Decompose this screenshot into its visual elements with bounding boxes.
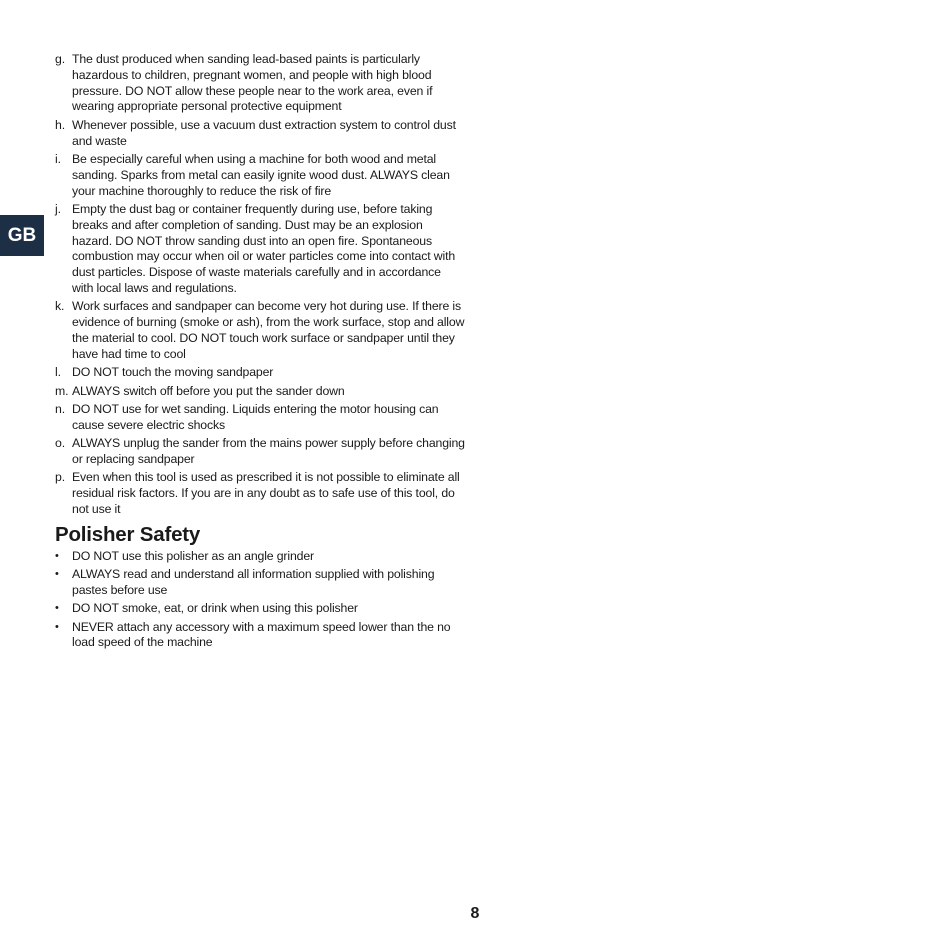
- list-item-marker: l.: [55, 365, 61, 380]
- bullet-marker: •: [55, 568, 59, 581]
- bullet-item: [55, 601, 465, 617]
- list-item-marker: k.: [55, 299, 65, 314]
- list-item: [55, 202, 465, 297]
- list-item-text: Even when this tool is used as prescribed it is not possible to eliminate all residual risk factors. If you are in any doubt as to safe use of this tool, do not use it: [72, 470, 460, 516]
- list-item: [55, 402, 465, 434]
- list-item-marker: j.: [55, 201, 61, 216]
- list-item-marker: g.: [55, 52, 65, 66]
- bullet-item: [55, 567, 465, 599]
- list-item: [55, 118, 465, 150]
- list-item: [55, 365, 465, 381]
- bullet-item-text: ALWAYS read and understand all information supplied with polishing pastes before use: [72, 567, 435, 597]
- bullet-marker: •: [55, 620, 59, 633]
- list-item-marker: h.: [55, 117, 65, 132]
- sanding-safety-list: [55, 52, 465, 518]
- list-item-text: Work surfaces and sandpaper can become very hot during use. If there is evidence of burning (smoke or ash), from the work surface, stop and allow the material to cool. DO NOT touch work surface or sandpaper until they have had time to cool: [72, 299, 465, 361]
- page-content: [55, 52, 465, 654]
- language-tab-gb: [0, 215, 44, 256]
- language-tab-label: GB: [7, 224, 37, 246]
- polisher-safety-list: [55, 549, 465, 652]
- bullet-marker: •: [55, 549, 59, 562]
- list-item-marker: o.: [55, 436, 65, 451]
- list-item-marker: m.: [55, 383, 69, 398]
- list-item: [55, 152, 465, 199]
- list-item-text: Whenever possible, use a vacuum dust extraction system to control dust and waste: [72, 117, 456, 148]
- list-item-text: Empty the dust bag or container frequently during use, before taking breaks and after completion of sanding. Dust may be an explosion hazard. DO NOT throw sanding dust into an open fire. Spontaneous combustion may occur when oil or water particles come into contact with dust particles. Dispose of waste materials carefully and in accordance with local laws and regulations.: [72, 201, 456, 295]
- list-item-marker: i.: [55, 151, 61, 166]
- bullet-item-text: NEVER attach any accessory with a maximum speed lower than the no load speed of the machine: [72, 619, 451, 650]
- list-item: [55, 384, 465, 400]
- list-item-text: DO NOT touch the moving sandpaper: [72, 365, 274, 380]
- list-item-marker: p.: [55, 470, 65, 485]
- list-item: [55, 470, 465, 517]
- bullet-item-text: DO NOT smoke, eat, or drink when using this polisher: [72, 601, 358, 616]
- section-title-polisher-safety: Polisher Safety: [55, 522, 201, 546]
- bullet-item: [55, 549, 465, 565]
- bullet-marker: •: [55, 602, 59, 615]
- bullet-item: [55, 620, 465, 652]
- page-number: 8: [470, 905, 480, 922]
- list-item-marker: n.: [55, 401, 65, 416]
- list-item-text: The dust produced when sanding lead-based paints is particularly hazardous to children, pregnant women, and people with high blood pressure. DO NOT allow these people near to the work area, even if wearing appropriate personal protective equipment: [72, 52, 433, 114]
- list-item-text: ALWAYS switch off before you put the sander down: [72, 383, 345, 398]
- bullet-item-text: DO NOT use this polisher as an angle grinder: [72, 548, 314, 563]
- list-item-text: DO NOT use for wet sanding. Liquids entering the motor housing can cause severe electric shocks: [72, 401, 439, 432]
- list-item: [55, 299, 465, 362]
- list-item-text: ALWAYS unplug the sander from the mains power supply before changing or replacing sandpaper: [72, 436, 465, 466]
- list-item: [55, 52, 465, 115]
- list-item-text: Be especially careful when using a machine for both wood and metal sanding. Sparks from metal can easily ignite wood dust. ALWAYS clean your machine thoroughly to reduce the risk of fire: [72, 151, 450, 198]
- list-item: [55, 436, 465, 468]
